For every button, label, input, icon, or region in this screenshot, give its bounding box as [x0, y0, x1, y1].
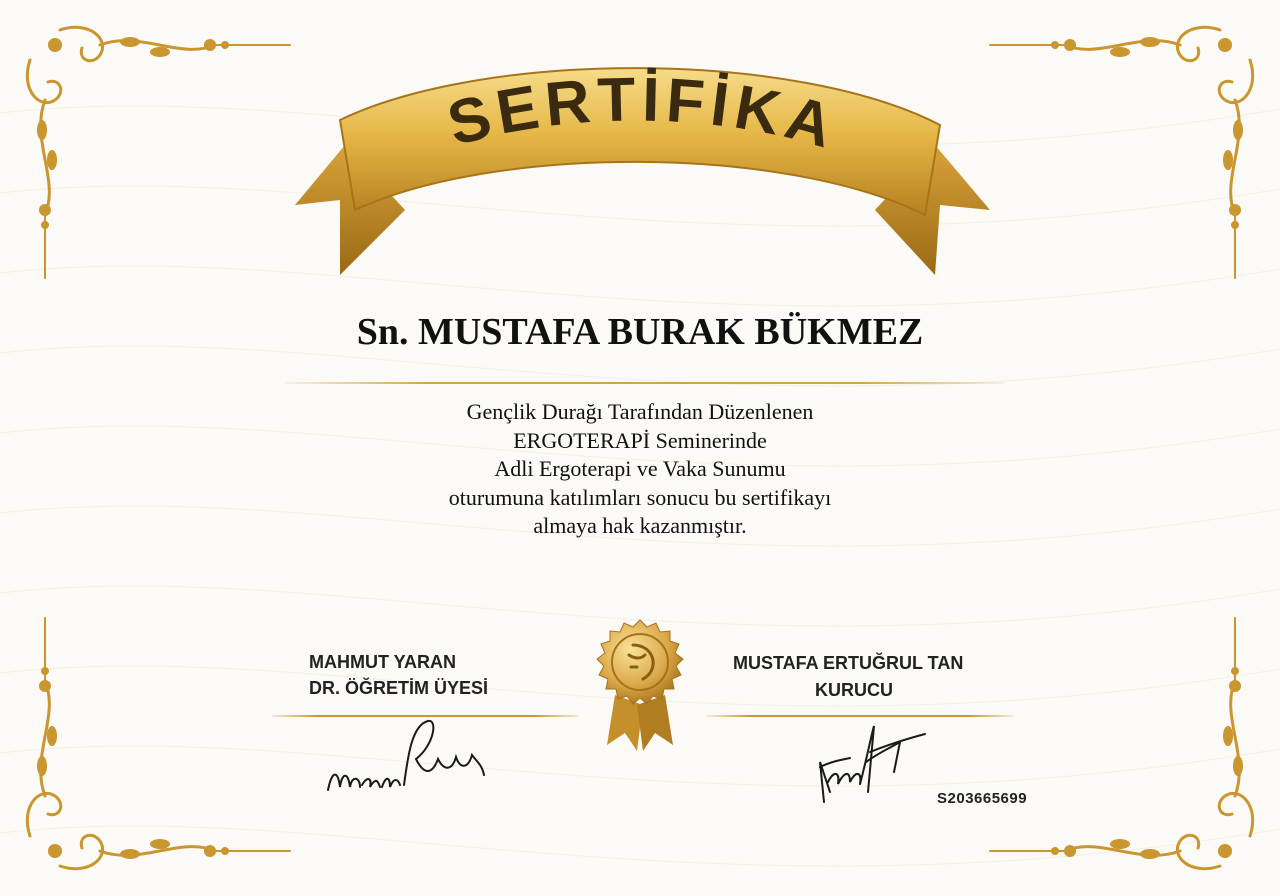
left-signatory-name: MAHMUT YARAN — [309, 652, 457, 672]
left-signature — [320, 715, 490, 800]
recipient-name: Sn. MUSTAFA BURAK BÜKMEZ — [356, 311, 924, 353]
corner-ornament-bottom-left — [0, 596, 300, 896]
certificate-id: S203665699 — [937, 790, 1028, 807]
right-signatory-name: MUSTAFA ERTUĞRUL TAN — [733, 653, 964, 673]
body-line: almaya hak kazanmıştır. — [533, 513, 747, 538]
certificate-body — [0, 398, 1280, 541]
body-line: Adli Ergoterapi ve Vaka Sunumu — [494, 456, 786, 481]
body-line: ERGOTERAPİ Seminerinde — [513, 427, 767, 453]
corner-ornament-bottom-right — [980, 596, 1280, 896]
name-divider — [285, 382, 1005, 384]
certificate-title: SERTİFİKA — [440, 65, 846, 163]
title-ribbon-banner — [285, 50, 995, 290]
body-line: oturumuna katılımları sonucu bu sertifikayı — [448, 484, 832, 510]
gold-rosette-seal-icon — [585, 615, 695, 755]
body-line: Gençlik Durağı Tarafından Düzenlenen — [466, 399, 814, 424]
corner-ornament-top-left — [0, 0, 300, 300]
right-signature — [810, 722, 930, 812]
right-signatory-title: KURUCU — [815, 680, 893, 700]
left-signatory-title: DR. ÖĞRETİM ÜYESİ — [309, 678, 489, 698]
right-signature-line — [707, 715, 1013, 717]
corner-ornament-top-right — [980, 0, 1280, 300]
